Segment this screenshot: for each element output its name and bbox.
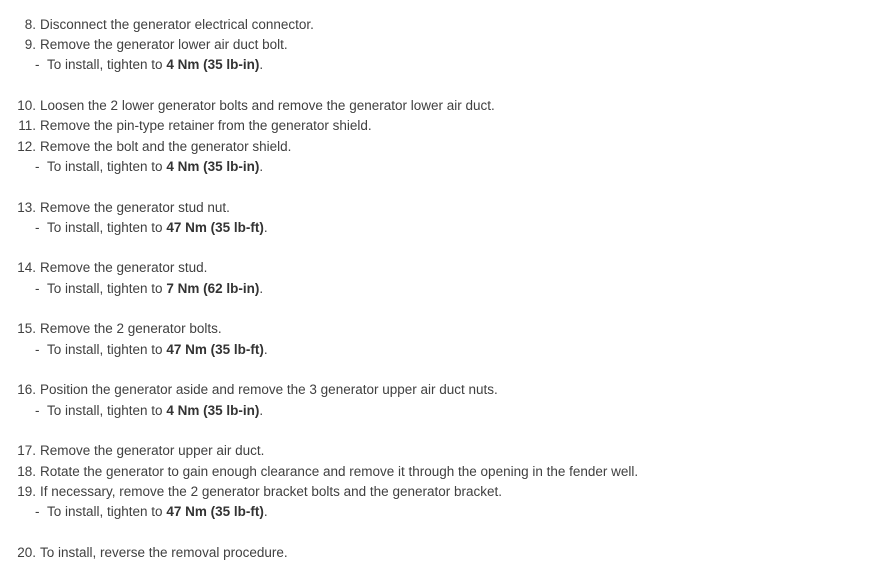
- step-text: Position the generator aside and remove the 3 generator upper air duct nuts.: [40, 382, 498, 398]
- torque-value: 47 Nm (35 lb-ft): [166, 341, 264, 357]
- torque-value: 4 Nm (35 lb-in): [166, 402, 260, 418]
- step-17: [0, 441, 874, 461]
- step-14: [0, 258, 874, 278]
- step-text: Disconnect the generator electrical connector.: [40, 17, 314, 32]
- step-text: Remove the bolt and the generator shield.: [40, 138, 292, 154]
- step-number: 13.: [17, 199, 36, 215]
- step-number: 14.: [17, 260, 36, 276]
- torque-value: 4 Nm (35 lb-in): [166, 57, 260, 73]
- step-text: Rotate the generator to gain enough clearance and remove it through the opening in the fender well.: [40, 463, 639, 479]
- install-prefix: To install, tighten to: [47, 341, 163, 357]
- step-text: Remove the generator upper air duct.: [40, 443, 265, 459]
- torque-value: 47 Nm (35 lb-ft): [166, 503, 264, 519]
- step-16: [0, 380, 874, 400]
- install-prefix: To install, tighten to: [47, 402, 163, 418]
- install-note: - To install, tighten to 4 Nm (35 lb-in).: [35, 57, 264, 73]
- step-number: 17.: [17, 443, 36, 459]
- step-number: 12.: [17, 138, 36, 154]
- step-10: [0, 96, 874, 116]
- step-text: If necessary, remove the 2 generator bracket bolts and the generator bracket.: [40, 483, 503, 499]
- step-text: Remove the pin-type retainer from the generator shield.: [40, 118, 372, 134]
- install-note: - To install, tighten to 47 Nm (35 lb-ft).: [35, 219, 268, 235]
- install-note: - To install, tighten to 47 Nm (35 lb-ft).: [35, 503, 268, 519]
- step-text: Remove the generator stud.: [40, 260, 208, 276]
- step-19: [0, 482, 874, 502]
- torque-value: 7 Nm (62 lb-in): [166, 280, 260, 296]
- step-number: 15.: [17, 321, 36, 337]
- install-prefix: To install, tighten to: [47, 219, 163, 235]
- step-number: 11.: [18, 118, 36, 134]
- step-number: 10.: [17, 98, 36, 114]
- step-number: 16.: [17, 382, 36, 398]
- step-number: 8.: [24, 17, 36, 32]
- step-12: [0, 137, 874, 157]
- install-note: - To install, tighten to 4 Nm (35 lb-in).: [35, 402, 264, 418]
- install-prefix: To install, tighten to: [47, 280, 163, 296]
- step-9: [0, 35, 874, 55]
- step-8: [0, 15, 874, 35]
- step-11: [0, 116, 874, 136]
- step-number: 20.: [17, 544, 36, 560]
- step-15: [0, 319, 874, 339]
- install-prefix: To install, tighten to: [47, 57, 163, 73]
- step-text: Remove the 2 generator bolts.: [40, 321, 222, 337]
- step-text: Remove the generator stud nut.: [40, 199, 230, 215]
- step-18: [0, 462, 874, 482]
- step-text: Loosen the 2 lower generator bolts and remove the generator lower air duct.: [40, 98, 495, 114]
- step-number: 18.: [17, 463, 36, 479]
- step-number: 19.: [17, 483, 36, 499]
- torque-value: 47 Nm (35 lb-ft): [166, 219, 264, 235]
- step-text: To install, reverse the removal procedure.: [40, 544, 288, 560]
- procedure-document: [0, 15, 874, 563]
- step-20: [0, 543, 874, 563]
- install-note: - To install, tighten to 7 Nm (62 lb-in).: [35, 280, 264, 296]
- step-number: 9.: [24, 37, 36, 53]
- install-note: - To install, tighten to 47 Nm (35 lb-ft).: [35, 341, 268, 357]
- install-prefix: To install, tighten to: [47, 158, 163, 174]
- install-prefix: To install, tighten to: [47, 503, 163, 519]
- torque-value: 4 Nm (35 lb-in): [166, 158, 260, 174]
- step-text: Remove the generator lower air duct bolt.: [40, 37, 288, 53]
- step-13: [0, 198, 874, 218]
- install-note: - To install, tighten to 4 Nm (35 lb-in).: [35, 158, 264, 174]
